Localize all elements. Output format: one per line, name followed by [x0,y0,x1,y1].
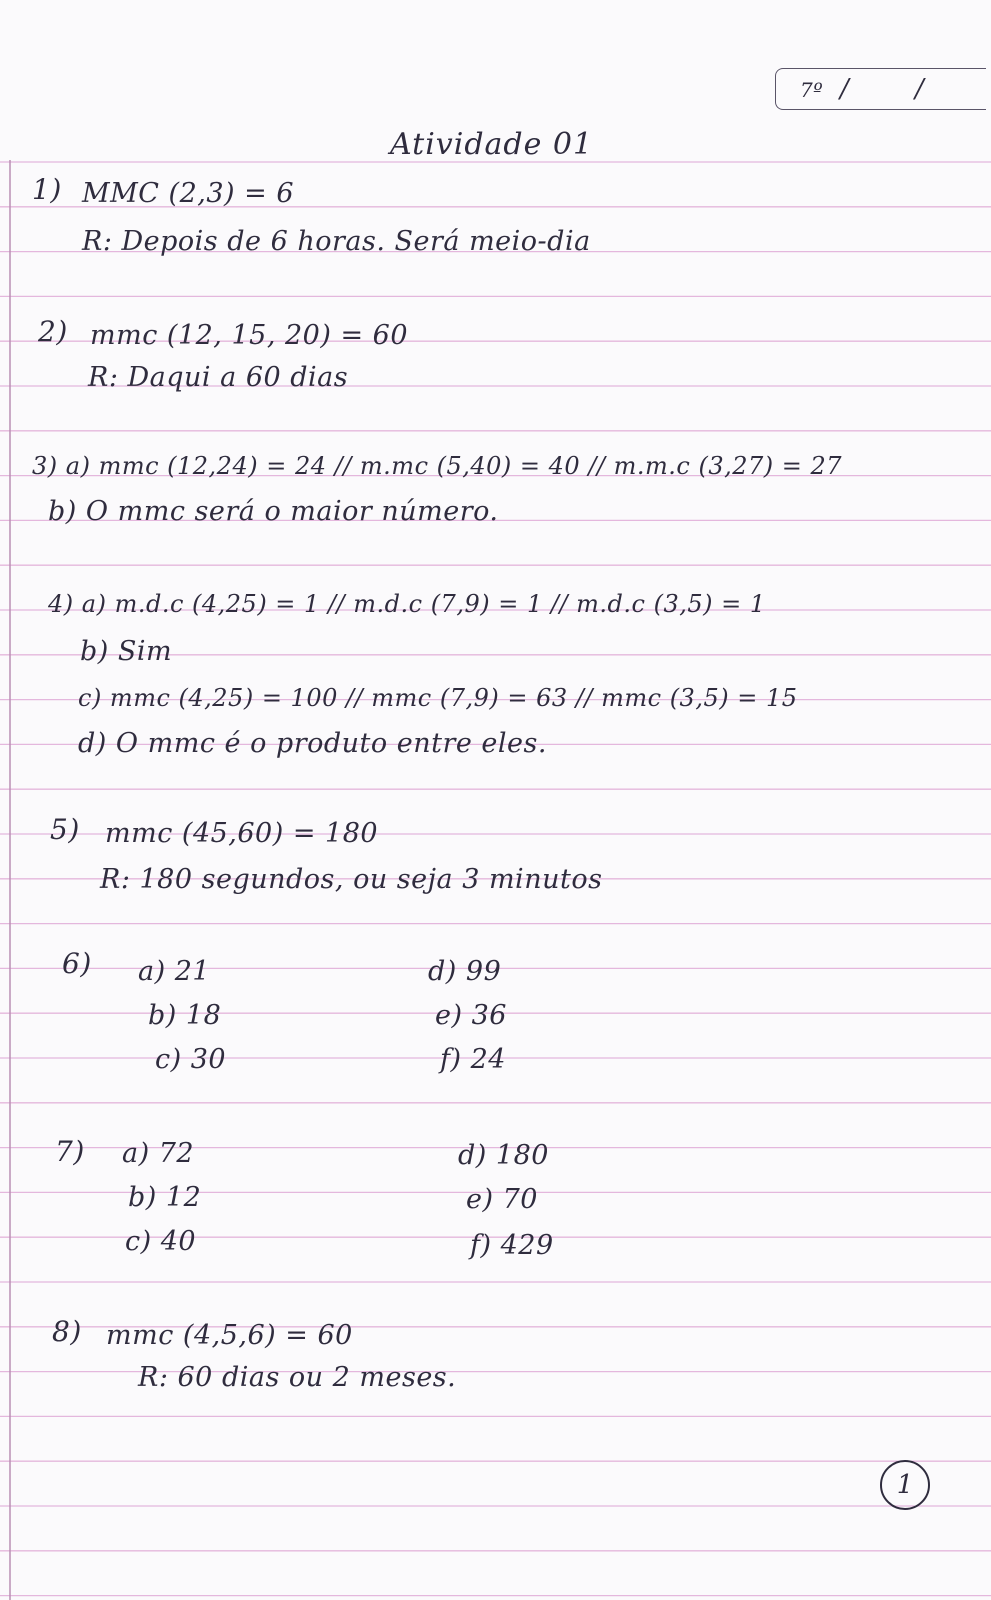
question-4-d-line: d) O mmc é o produto entre eles. [78,728,547,759]
date-separator: / [915,74,925,104]
page-number: 1 [896,1470,914,1500]
question-6-item: e) 36 [435,1000,507,1031]
question-4-b-line: b) Sim [80,636,173,667]
question-2-formula: mmc (12, 15, 20) = 60 [90,320,409,351]
question-6-item: d) 99 [428,956,502,987]
question-4-c-line: c) mmc (4,25) = 100 // mmc (7,9) = 63 // mmc (3,5) = 15 [78,684,798,712]
question-4-a-line: 4) a) m.d.c (4,25) = 1 // m.d.c (7,9) = 1 // m.d.c (3,5) = 1 [48,590,766,618]
question-6-item: f) 24 [440,1044,506,1075]
question-1-formula: MMC (2,3) = 6 [82,178,295,209]
question-6-item: a) 21 [138,956,211,987]
date-separator: / [840,74,850,104]
question-3-a-line: 3) a) mmc (12,24) = 24 // m.mc (5,40) = 40 // m.m.c (3,27) = 27 [32,452,843,480]
question-8-answer: R: 60 dias ou 2 meses. [138,1362,457,1393]
corner-number: 7º [800,78,824,102]
question-2-label: 2) [38,315,68,348]
question-1-answer: R: Depois de 6 horas. Será meio-dia [82,226,591,257]
question-6-label: 6) [62,947,92,980]
question-7-item: c) 40 [125,1226,197,1257]
question-7-item: d) 180 [458,1140,549,1171]
question-5-formula: mmc (45,60) = 180 [105,818,379,849]
question-5-label: 5) [50,813,80,846]
question-7-item: f) 429 [470,1230,554,1261]
question-7-item: a) 72 [122,1138,195,1169]
question-5-answer: R: 180 segundos, ou seja 3 minutos [100,864,603,895]
question-6-item: c) 30 [155,1044,227,1075]
question-2-answer: R: Daqui a 60 dias [88,362,349,393]
question-6-item: b) 18 [148,1000,222,1031]
question-7-item: e) 70 [466,1184,538,1215]
question-8-label: 8) [52,1315,82,1348]
question-1-label: 1) [32,173,62,206]
question-7-item: b) 12 [128,1182,202,1213]
question-7-label: 7) [55,1135,85,1168]
question-3-b-line: b) O mmc será o maior número. [48,496,499,527]
page-title: Atividade 01 [390,127,594,162]
question-8-formula: mmc (4,5,6) = 60 [106,1320,353,1351]
page-number-circle [880,1460,930,1510]
